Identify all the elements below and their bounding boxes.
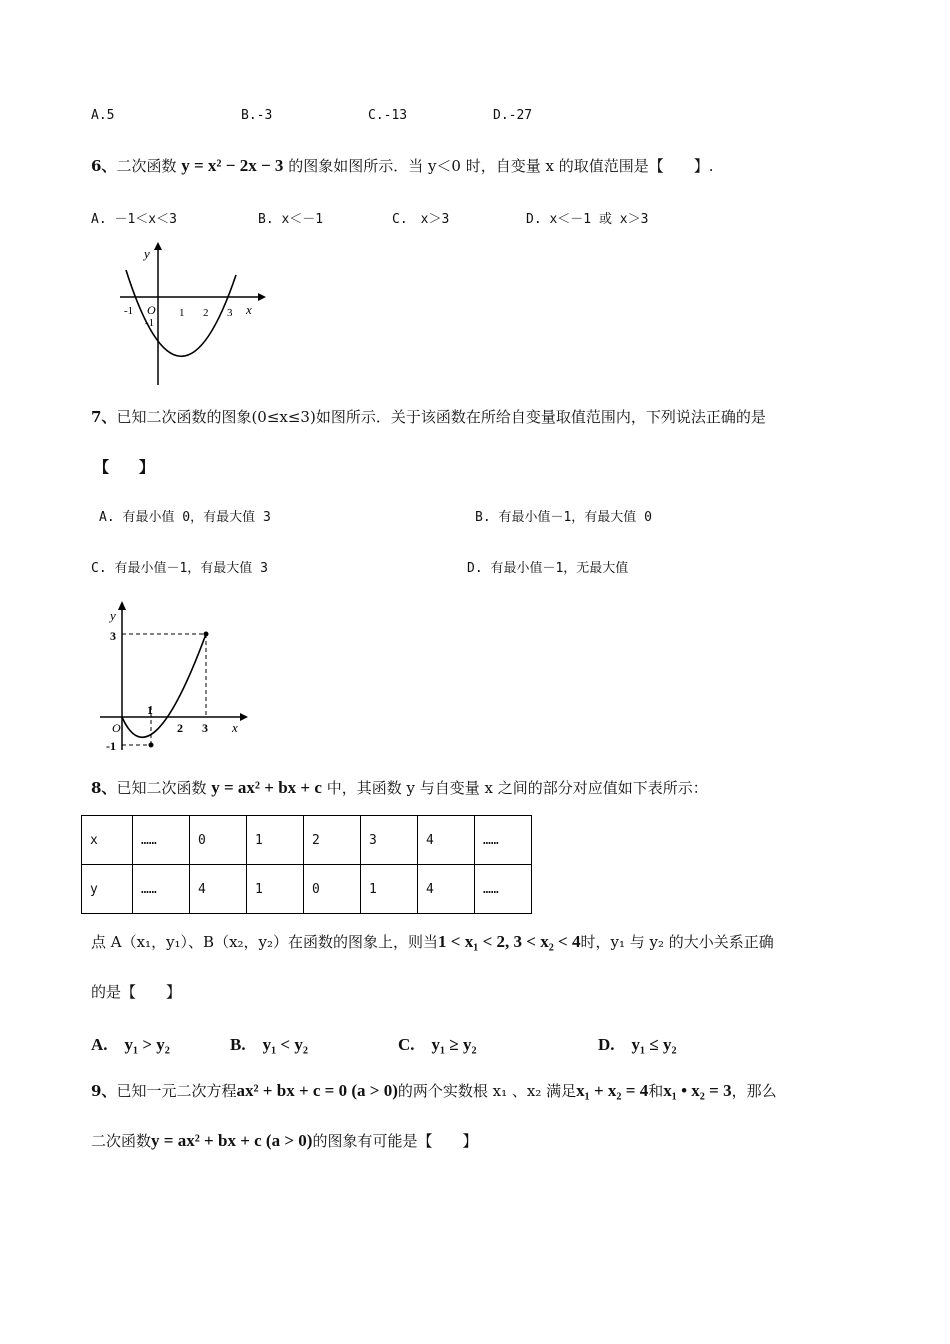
q8-option-b: [230, 1030, 308, 1055]
q7-point-max: [204, 632, 209, 637]
q7-stem: [91, 406, 766, 427]
q7-option-c: C. 有最小值－1，有最大值 3: [91, 561, 268, 576]
q7-tick-x2: 2: [177, 721, 183, 735]
q8-option-b-text: B. y₁ < y₂: [230, 1035, 308, 1054]
q5-option-d: D.-27: [493, 108, 533, 123]
table-cell: ……: [475, 865, 532, 914]
q7-y-arrow: [118, 601, 126, 610]
q7-origin: O: [112, 721, 121, 735]
q5-option-b: B.-3: [241, 108, 273, 123]
q9-product: x₁ • x₂ = 3: [663, 1081, 732, 1100]
q7-tick-x3: 3: [202, 721, 208, 735]
q9-line1-a: 已知一元二次方程: [116, 1082, 237, 1100]
q6-option-d: D. x＜－1 或 x＞3: [526, 212, 649, 227]
q8-option-d: [598, 1030, 677, 1055]
q7-tick-yneg1: -1: [106, 739, 116, 753]
q8-option-c: [398, 1030, 477, 1055]
table-cell: ……: [133, 816, 190, 865]
table-cell: 0: [190, 816, 247, 865]
q9-number: 9、: [91, 1082, 117, 1100]
q8-value-table: [81, 815, 532, 914]
q7-x-label: x: [232, 720, 238, 735]
table-cell: 4: [418, 865, 475, 914]
q9-line2-a: 二次函数: [91, 1132, 152, 1150]
q8-option-d-text: D. y₁ ≤ y₂: [598, 1035, 677, 1054]
q7-number: 7、: [91, 408, 117, 426]
q6-formula: y = x² − 2x − 3: [181, 156, 284, 175]
q8-line3-text: 的是【 】: [91, 983, 182, 1001]
q8-formula: y = ax² + bx + c: [211, 778, 322, 797]
q6-stem: [91, 155, 714, 176]
q6-x-label: x: [246, 302, 252, 317]
q8-stem: [91, 777, 708, 798]
table-cell: 1: [247, 816, 304, 865]
q8-option-a-text: A. y₁ > y₂: [91, 1035, 170, 1054]
q5-option-c: C.-13: [368, 108, 408, 123]
table-cell: 4: [190, 865, 247, 914]
q8-number: 8、: [91, 779, 117, 797]
q6-y-arrow: [154, 242, 162, 250]
q7-x-arrow: [240, 713, 248, 721]
q9-and: 和: [648, 1082, 664, 1100]
q9-sum: x₁ + x₂ = 4: [576, 1081, 649, 1100]
q8-option-c-text: C. y₁ ≥ y₂: [398, 1035, 477, 1054]
q9-equation: ax² + bx + c = 0 (a > 0): [236, 1081, 398, 1100]
q6-x-arrow: [258, 293, 266, 301]
q9-function: y = ax² + bx + c (a > 0): [151, 1131, 313, 1150]
q7-bracket: 【 】: [94, 458, 155, 476]
q6-option-a: A. －1＜x＜3: [91, 212, 177, 227]
table-cell: x: [82, 816, 133, 865]
table-cell: 3: [361, 816, 418, 865]
q7-option-d: D. 有最小值－1，无最大值: [467, 561, 629, 576]
q6-number: 6、: [91, 157, 117, 175]
table-cell: ……: [133, 865, 190, 914]
q6-stem-a: 二次函数: [116, 157, 177, 175]
q7-parabola: [122, 634, 206, 737]
q5-option-a: A.5: [91, 108, 115, 123]
table-cell: 0: [304, 865, 361, 914]
q6-tick-3: 3: [227, 307, 233, 319]
q6-tick-2: 2: [203, 307, 209, 319]
q8-stem-b: 中，其函数 y 与自变量 x 之间的部分对应值如下表所示：: [326, 779, 708, 797]
q6-origin: O: [147, 303, 156, 317]
table-row: [82, 865, 532, 914]
q8-stem-a: 已知二次函数: [116, 779, 207, 797]
q8-condition: 1 < x₁ < 2, 3 < x₂ < 4: [438, 932, 581, 951]
q7-tick-x1: 1: [147, 703, 153, 717]
q8-line2: [91, 931, 774, 952]
table-cell: 1: [247, 865, 304, 914]
table-cell: y: [82, 865, 133, 914]
q7-tick-y3: 3: [110, 629, 116, 643]
q8-line2-a: 点 A（x₁，y₁）、B（x₂，y₂）在函数的图象上，则当: [91, 933, 439, 951]
q8-option-a: [91, 1030, 170, 1055]
q9-line2: [91, 1130, 477, 1151]
q8-line3: [91, 981, 181, 1002]
q6-tick-neg1: -1: [124, 305, 134, 317]
q9-line1-b: 的两个实数根 x₁ 、x₂ 满足: [397, 1082, 577, 1100]
q6-graph: [118, 240, 268, 390]
q7-graph: [100, 598, 260, 756]
q6-y-label: y: [144, 246, 150, 261]
q7-option-a: A. 有最小值 0，有最大值 3: [99, 510, 271, 525]
q6-stem-b: 的图象如图所示．当 y＜0 时，自变量 x 的取值范围是【 】.: [288, 157, 714, 175]
q6-option-b: B. x＜－1: [258, 212, 324, 227]
table-cell: 4: [418, 816, 475, 865]
q8-line2-b: 时，y₁ 与 y₂ 的大小关系正确: [580, 933, 774, 951]
q6-option-c: C. x＞3: [392, 212, 450, 227]
table-row: [82, 816, 532, 865]
q7-stem-text: 已知二次函数的图象(0≤x≤3)如图所示．关于该函数在所给自变量取值范围内，下列说法正确的是: [116, 408, 766, 426]
table-cell: ……: [475, 816, 532, 865]
table-cell: 1: [361, 865, 418, 914]
q7-option-b: B. 有最小值－1，有最大值 0: [475, 510, 652, 525]
table-cell: 2: [304, 816, 361, 865]
q7-point-min: [149, 743, 154, 748]
q7-y-label: y: [110, 608, 116, 623]
q9-line2-b: 的图象有可能是【 】: [312, 1132, 478, 1150]
q9-line1: [91, 1080, 777, 1101]
q6-tick-y-neg1: -1: [145, 317, 155, 329]
q9-line1-c: ，那么: [731, 1082, 777, 1100]
q6-tick-1: 1: [179, 307, 185, 319]
